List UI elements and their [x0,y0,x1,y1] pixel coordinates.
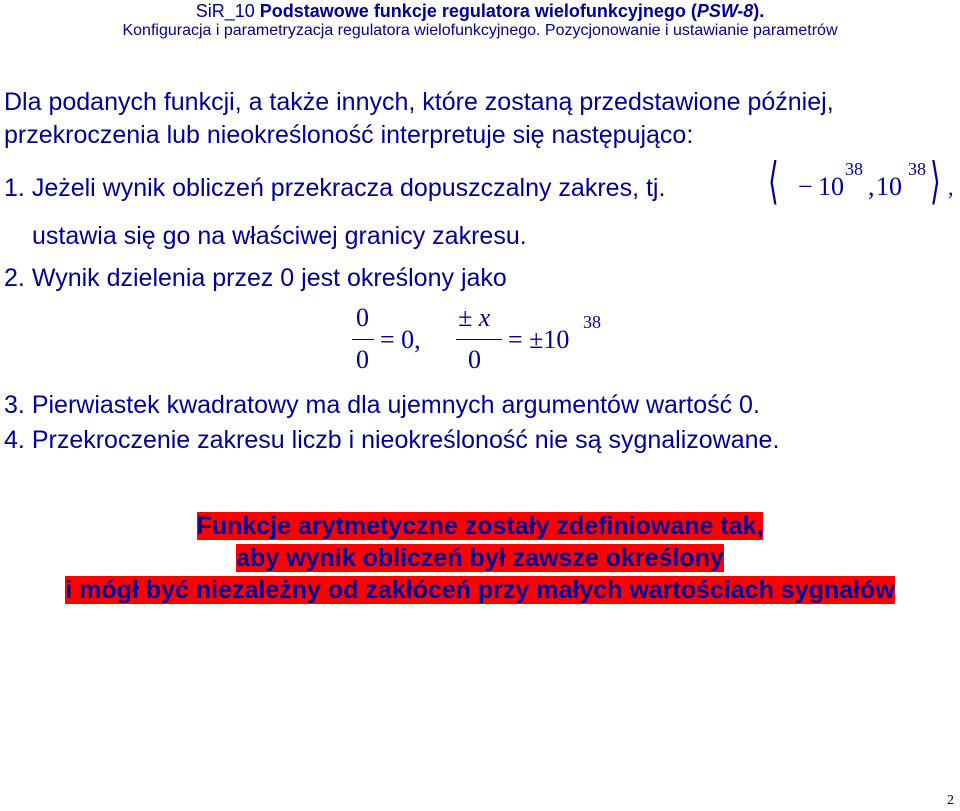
fraction2-bar [456,339,502,340]
range-trailing-comma: , [948,175,954,200]
page-header-subtitle: Konfiguracja i parametryzacja regulatora wielofunkcyjnego. Pozycjonowanie i ustawianie parametrów [122,22,838,39]
range-upper-base: 10 [876,172,902,201]
list-item-text: Jeżeli wynik obliczeń przekracza dopuszczalny zakres, tj. [31,174,666,202]
fraction1-result: = 0, [380,325,421,354]
fraction1-denominator: 0 [356,345,369,374]
list-item-text: Przekroczenie zakresu liczb i nieokreśloność nie są sygnalizowane. [31,426,780,454]
fraction2-exponent: 38 [583,312,601,332]
list-item-number: 3. [4,391,25,419]
fraction1-numerator: 0 [356,303,369,332]
highlight-line-3: i mógł być niezależny od zakłóceń przy małych wartościach sygnałów [65,576,895,604]
highlight-line-2: aby wynik obliczeń był zawsze określony [236,544,724,572]
list-item-4 [4,426,779,455]
page-header-title [0,1,960,22]
list-item-text: Pierwiastek kwadratowy ma dla ujemnych argumentów wartość 0. [31,391,760,419]
highlight-line-3-wrap [0,576,960,605]
lecture-title: Podstawowe funkcje regulatora wielofunkcyjnego (PSW-8). [259,1,765,21]
fraction1-bar [352,339,374,340]
range-lower-base: 10 [818,172,844,201]
list-item-1 [4,174,665,203]
list-item-number: 1. [4,174,25,202]
list-item-2 [4,264,507,293]
range-upper-exponent: 38 [908,159,926,179]
list-item-number: 4. [4,426,25,454]
highlight-line-2-wrap [0,544,960,573]
course-code: SiR_10 [195,1,260,21]
range-negative-sign: − [798,172,813,201]
highlight-line-1: Funkcje arytmetyczne zostały zdefiniowane tak, [196,512,764,540]
list-item-number: 2. [4,264,25,292]
list-item-text: Wynik dzielenia przez 0 jest określony jako [31,264,507,292]
list-item-3 [4,391,760,420]
right-angle-bracket: ⟩ [930,153,941,209]
page-number: 2 [947,793,954,808]
intro-line-1: Dla podanych funkcji, a także innych, które zostaną przedstawione później, [4,88,834,116]
list-item-1-continuation: ustawia się go na właściwej granicy zakresu. [32,222,527,250]
intro-line-2: przekroczenia lub nieokreśloność interpretuje się następująco: [4,121,694,149]
fraction2-numerator: ± x [458,303,491,332]
fraction2-result: = ±10 [508,325,570,354]
range-lower-exponent: 38 [845,159,863,179]
range-comma: , [868,172,875,201]
highlight-line-1-wrap [0,512,960,541]
fraction2-denominator: 0 [468,345,481,374]
left-angle-bracket: ⟨ [768,153,779,209]
